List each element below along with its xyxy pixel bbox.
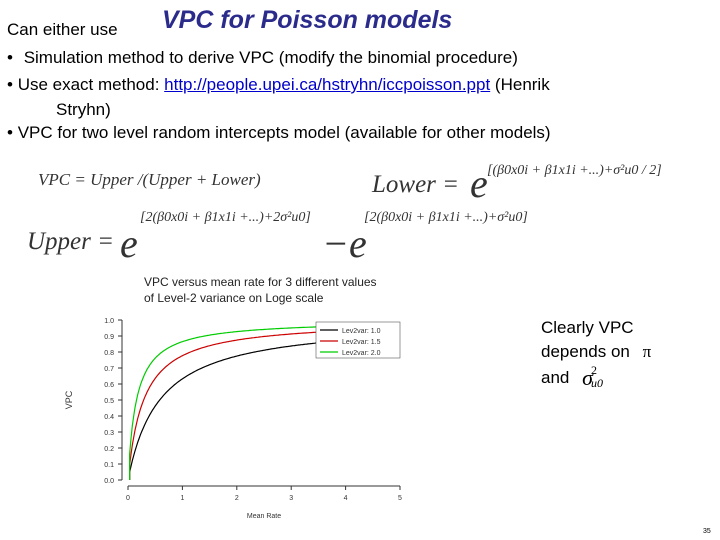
sigma-subscript: u0 xyxy=(590,376,603,390)
x-tick-label: 2 xyxy=(234,495,239,502)
bullet-simulation xyxy=(7,47,518,68)
side-note-line-3 xyxy=(541,364,651,391)
bullet-text: VPC for two level random intercepts model (available for other models) xyxy=(17,123,551,142)
pi-symbol: π xyxy=(642,342,652,361)
bullet-text-suffix: (Henrik xyxy=(490,75,550,94)
legend-label: Lev2var: 2.0 xyxy=(342,350,381,357)
bullet-text: Use exact method: xyxy=(17,75,165,94)
legend-label: Lev2var: 1.5 xyxy=(342,339,381,346)
x-tick-label: 4 xyxy=(343,495,348,502)
upper-exponent-1: [2(β0x0i + β1x1i +...)+2σ²u0] xyxy=(140,210,311,225)
upper-formula-minus: −e xyxy=(322,221,367,266)
bullet-two-level xyxy=(7,122,551,143)
bullet-continuation: Stryhn) xyxy=(56,100,111,119)
bullet-text: Simulation method to derive VPC (modify the binomial procedure) xyxy=(23,48,518,67)
x-tick-label: 1 xyxy=(180,495,185,502)
lower-formula-exponent: [(β0x0i + β1x1i +...)+σ²u0 / 2] xyxy=(487,163,662,178)
upper-exponent-2: [2(β0x0i + β1x1i +...)+σ²u0] xyxy=(364,210,528,225)
y-tick-label: 0.0 xyxy=(104,478,114,485)
bullet-exact-method xyxy=(7,74,550,95)
iccpoisson-link[interactable]: http://people.upei.ca/hstryhn/iccpoisson.ppt xyxy=(164,75,491,94)
upper-formula-base: e xyxy=(120,221,138,266)
bullet-icon: • xyxy=(7,75,13,94)
side-note-depends: depends on xyxy=(541,342,630,361)
slide-title: VPC for Poisson models xyxy=(162,6,453,34)
y-tick-label: 0.5 xyxy=(104,398,114,405)
lower-formula-base: e xyxy=(470,161,488,206)
bullet-icon: • xyxy=(7,123,13,142)
intro-text: Can either use xyxy=(7,20,118,39)
chart-title: VPC versus mean rate for 3 different values xyxy=(144,275,377,289)
x-tick-label: 3 xyxy=(289,495,294,502)
y-tick-label: 0.9 xyxy=(104,334,114,341)
sigma-symbol: σ xyxy=(582,365,593,390)
side-note-and: and xyxy=(541,368,570,387)
chart-subtitle: of Level-2 variance on Loge scale xyxy=(144,291,324,305)
lower-formula-lhs: Lower = xyxy=(372,171,460,198)
legend-label: Lev2var: 1.0 xyxy=(342,328,381,335)
y-axis-label: VPC xyxy=(64,390,74,410)
x-axis-label: Mean Rate xyxy=(246,513,282,520)
side-note xyxy=(541,316,651,391)
upper-formula-lhs: Upper = xyxy=(27,228,114,255)
sigma-superscript: 2 xyxy=(590,363,597,377)
x-tick-label: 0 xyxy=(126,495,130,502)
x-tick-label: 5 xyxy=(398,495,402,502)
y-tick-label: 0.2 xyxy=(104,446,114,453)
page-number: 35 xyxy=(703,528,711,535)
bullet-icon: • xyxy=(7,48,13,67)
y-tick-label: 0.1 xyxy=(104,462,114,469)
vpc-chart xyxy=(50,308,450,523)
y-tick-label: 0.4 xyxy=(104,414,114,421)
y-tick-label: 0.6 xyxy=(104,382,114,389)
y-tick-label: 0.8 xyxy=(104,350,114,357)
side-note-line-1: Clearly VPC xyxy=(541,318,634,337)
y-tick-label: 1.0 xyxy=(104,318,114,325)
y-tick-label: 0.3 xyxy=(104,430,114,437)
vpc-formula: VPC = Upper /(Upper + Lower) xyxy=(38,170,261,189)
y-tick-label: 0.7 xyxy=(104,366,114,373)
side-note-line-2 xyxy=(541,340,651,364)
